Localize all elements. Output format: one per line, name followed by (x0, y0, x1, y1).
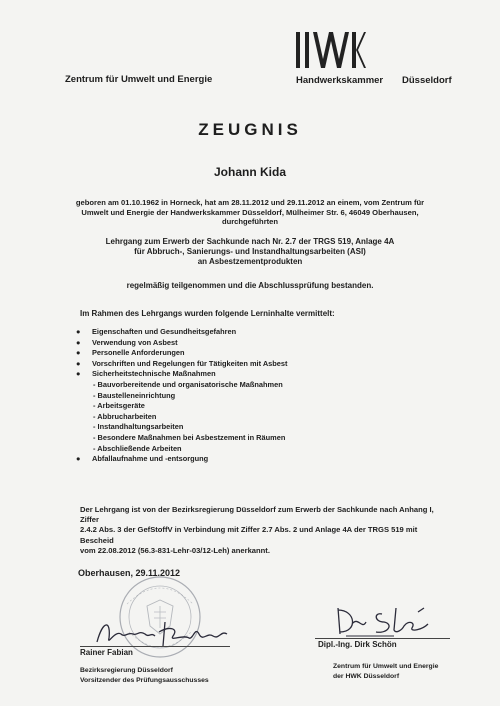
topic-subitem (75, 433, 415, 444)
topic-subitem (75, 444, 415, 455)
header-left-org: Zentrum für Umwelt und Energie (65, 74, 213, 85)
topic-item (75, 327, 415, 338)
course-line: an Asbestzementprodukten (197, 257, 303, 266)
topic-text: - Besondere Maßnahmen bei Asbestzement in Räumen (93, 432, 286, 442)
course-line: Lehrgang zum Erwerb der Sachkunde nach Nr. 2.7 der TRGS 519, Anlage 4A (105, 237, 395, 246)
approval-paragraph (80, 505, 440, 556)
topic-text: Personelle Anforderungen (92, 348, 185, 358)
birth-line: Umwelt und Energie der Handwerkskammer Düsseldorf, Mülheimer Str. 6, 46049 Oberhausen, (81, 207, 419, 217)
signature-line-left (80, 646, 230, 647)
bullet-icon: ● (76, 337, 81, 347)
topic-text: - Bauvorbereitende und organisatorische Maßnahmen (93, 379, 283, 389)
approval-line: Der Lehrgang ist von der Bezirksregierung Düsseldorf zum Erwerb der Sachkunde nach Anhang I, Ziffer (80, 505, 434, 525)
passed-statement: regelmäßig teilgenommen und die Abschlussprüfung bestanden. (126, 281, 374, 290)
signer-right-name: Dipl.-Ing. Dirk Schön (318, 640, 397, 649)
topic-item (75, 348, 415, 359)
signature-schoen-icon (332, 600, 440, 640)
topic-text: Sicherheitstechnische Maßnahmen (92, 369, 216, 379)
course-paragraph (60, 237, 440, 267)
topic-text: - Instandhaltungsarbeiten (93, 422, 184, 432)
topic-text: - Abschließende Arbeiten (93, 443, 182, 453)
bullet-icon: ● (76, 369, 81, 379)
topic-item (75, 338, 415, 349)
topics-list (75, 327, 415, 465)
topic-text: Abfallaufnahme und -entsorgung (92, 454, 209, 464)
signer-left-org-line: Bezirksregierung Düsseldorf (80, 667, 173, 674)
birth-line: durchgeführten (221, 217, 279, 227)
topic-item (75, 369, 415, 380)
topic-text: Eigenschaften und Gesundheitsgefahren (92, 327, 237, 336)
birth-paragraph (60, 198, 440, 227)
bullet-icon: ● (76, 454, 81, 464)
bullet-icon: ● (76, 348, 81, 358)
signer-right-org-line: Zentrum für Umwelt und Energie (333, 663, 439, 670)
signer-left-org-line: Vorsitzender des Prüfungsausschusses (80, 676, 209, 684)
topic-subitem (75, 380, 415, 391)
document-title: ZEUGNIS (198, 120, 302, 139)
approval-line: vom 22.08.2012 (56.3-831-Lehr-03/12-Leh) anerkannt. (80, 545, 270, 555)
signer-left-name: Rainer Fabian (80, 648, 133, 657)
signature-line-right (315, 638, 450, 639)
topic-subitem (75, 412, 415, 423)
topic-text: Verwendung von Asbest (92, 337, 178, 347)
signer-left-org (80, 666, 209, 685)
hwk-logo-icon (296, 30, 366, 70)
signer-right-org-line: der HWK Düsseldorf (333, 672, 400, 680)
topic-item (75, 454, 415, 465)
header-right-org: Handwerkskammer (296, 75, 384, 86)
topic-subitem (75, 391, 415, 402)
signer-right-org (333, 662, 438, 681)
bullet-icon: ● (76, 327, 81, 336)
course-line: für Abbruch-, Sanierungs- und Instandhaltungsarbeiten (ASI) (134, 247, 366, 256)
topic-text: Vorschriften und Regelungen für Tätigkeiten mit Asbest (92, 358, 288, 368)
bullet-icon: ● (76, 358, 81, 368)
topic-subitem (75, 401, 415, 412)
place-date: Oberhausen, 29.11.2012 (78, 568, 181, 578)
topic-text: - Arbeitsgeräte (93, 401, 145, 411)
topic-text: - Baustelleneinrichtung (93, 390, 176, 400)
approval-line: 2.4.2 Abs. 3 der GefStoffV in Verbindung mit Ziffer 2.7 Abs. 2 und Anlage 4A der TRGS 519 mit Bescheid (80, 525, 418, 545)
topic-item (75, 359, 415, 370)
topic-text: - Abbrucharbeiten (93, 411, 157, 421)
topic-subitem (75, 422, 415, 433)
topics-intro: Im Rahmen des Lehrgangs wurden folgende Lerninhalte vermittelt: (80, 309, 335, 318)
header-right-city: Düsseldorf (402, 75, 452, 86)
recipient-name: Johann Kida (213, 165, 286, 179)
birth-line: geboren am 01.10.1962 in Horneck, hat am 28.11.2012 und 29.11.2012 an einem, vom Zentrum für (75, 198, 425, 207)
